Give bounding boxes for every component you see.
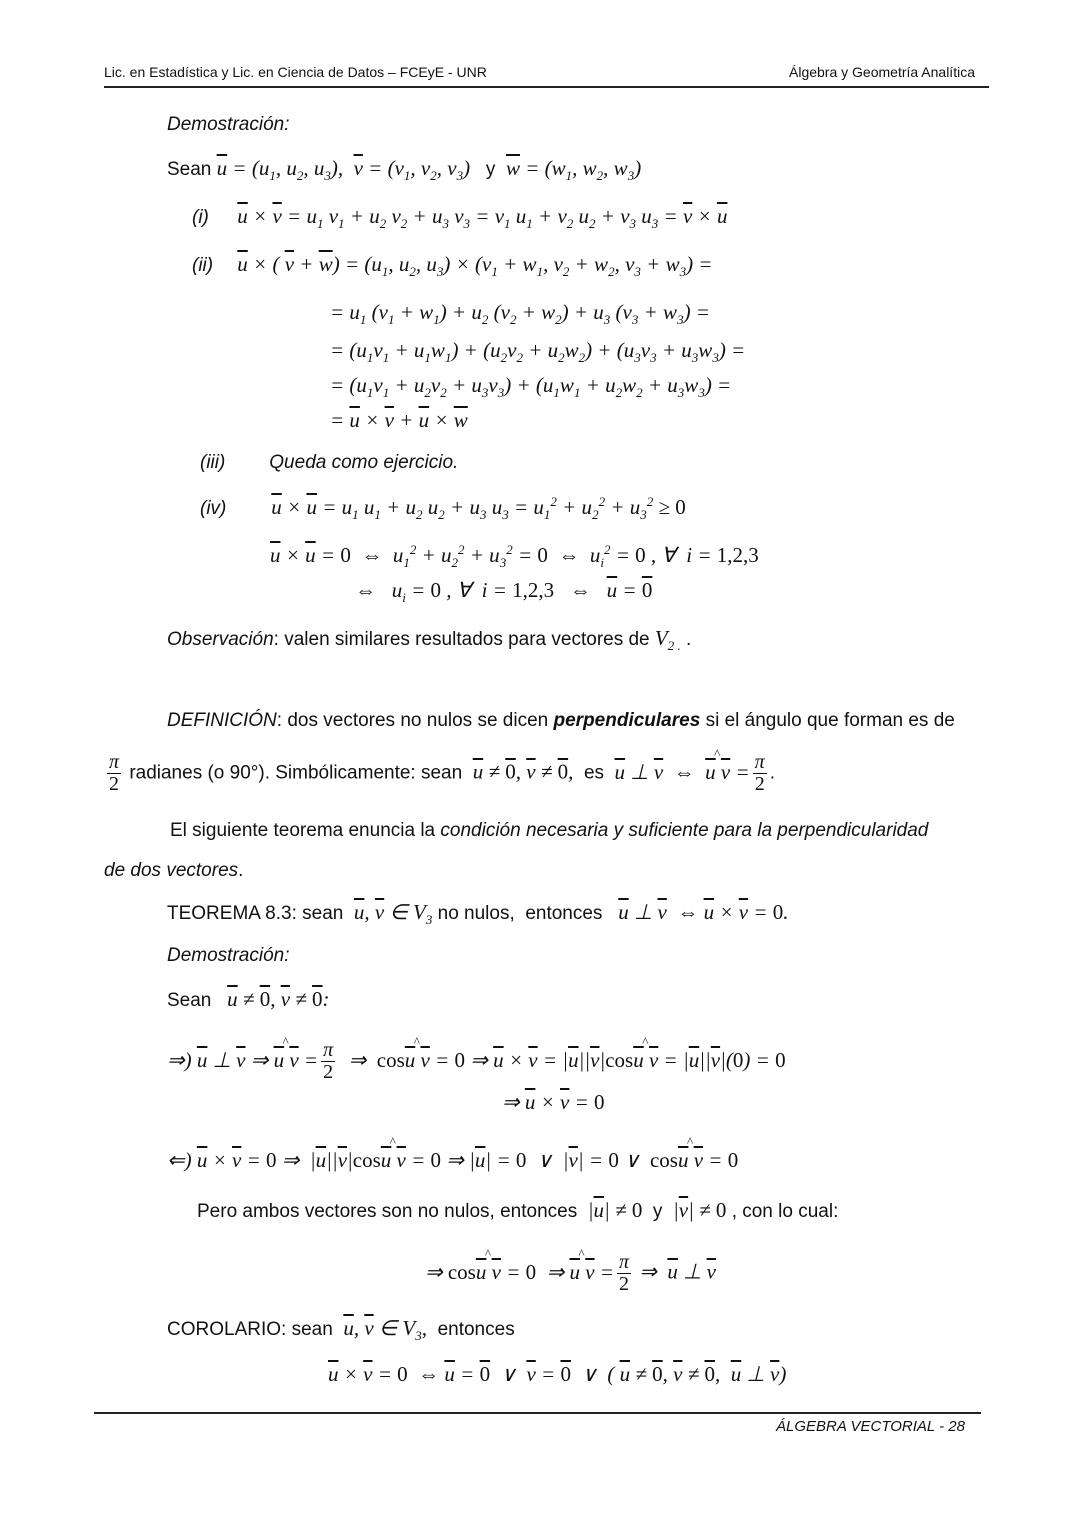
corolario-formula: $\overline{u} \times \overline{v} = 0$ ⇔ $\overline{u} = 0$ ∨ $\overline{v} = 0$ ∨ ( $\overline{u} \ne 0$, $\overline{v} \ne 0$, $\overline{u}$ ⊥ $\overline{v}$) [328, 1362, 787, 1386]
property-iv-step1: $\overline{u} \times \overline{u} = 0$ ⇔ $u_1^2 + u_2^2 + u_3^2 = 0$ ⇔ $u_i^2 = 0$ , ∀ i = 1,2,3 [270, 542, 759, 571]
property-iii: (iii) Queda como ejercicio. [200, 452, 459, 473]
property-ii: (ii) $\overline{u}$ × ( $\overline{v} + \overline{w}) = (u_1$, $u_2$, $u_3) \times (v_1 + w_1$, $v_2 + w_2$, $v_3 + w_3$) = [192, 252, 713, 280]
corolario: COROLARIO: sean $\overline{u}$, $\overline{v}$ ∈ $V_3$, entonces [167, 1316, 515, 1344]
header-subject: Álgebra y Geometría Analítica [789, 64, 975, 80]
property-ii-step2: = $(u_1v_1 + u_1w_1) + (u_2v_2 + u_2w_2) + (u_3v_3 + u_3w_3)$ = [330, 338, 746, 366]
proof2-sean: Sean $\overline{u} \ne 0$, $\overline{v} \ne 0$: [167, 987, 330, 1011]
page-footer [94, 1412, 981, 1435]
page-header [104, 64, 989, 88]
proof2-pero: Pero ambos vectores son no nulos, entonces $|\overline{u}| \ne 0$ y $|\overline{v}| \ne 0$ , con lo cual: [197, 1198, 839, 1222]
property-ii-step3: = $(u_1v_1 + u_2v_2 + u_3v_3) + (u_1w_1 + u_2w_2 + u_3w_3)$ = [330, 373, 732, 401]
definicion-line2: $\frac{\pi}{2}$ radianes (o 90°). Simbólicamente: sean $\overline{u} \ne 0$, $\overline{v} \ne 0$, es $\overline{u}$ ⊥ $\overline{v}$ ⇔ ^ $\overline{u}$ $\overline{v}$ = $\frac{\pi}{2}$ . [104, 752, 775, 795]
proof-title: Demostración: [167, 114, 290, 135]
proof2-backward: ⇐) $\overline{u} \times \overline{v} = 0$ ⇒ $|\overline{u}||\overline{v}|\cos\^{}$ $\overline{u}$ $\overline{v} = 0$ ⇒ $|\overline{u}| = 0$ ∨ $|\overline{v}| = 0$ ∨ cos^ $\overline{u}$ $\overline{v} = 0$ [167, 1148, 738, 1173]
property-ii-step1: = $u_1$ $(v_1 + w_1) + u_2$ $(v_2 + w_2) + u_3$ $(v_3 + w_3)$ = [330, 300, 710, 328]
proof2-forward-result: ⇒ $\overline{u} \times \overline{v} = 0$ [502, 1090, 605, 1114]
proof2-conclusion: ⇒ cos^ $\overline{u}$ $\overline{v} = 0$ ⇒ ^ $\overline{u}$ $\overline{v}$ = $\frac{\pi}{2}$ ⇒ $\overline{u}$ ⊥ $\overline{v}$ [425, 1252, 716, 1295]
property-i: (i) $\overline{u} \times \overline{v} = u_1$ $v_1 + u_2$ $v_2 + u_3$ $v_3 = v_1$ $u_1 + v_2$ $u_2 + v_3$ $u_3 = \overline{v} \times \overline{u}$ [192, 204, 728, 232]
teorema-statement: TEOREMA 8.3: sean $\overline{u}$, $\overline{v}$ ∈ $V_3$ no nulos, entonces $\overline{u}$ ⊥ $\overline{v}$ ⇔ $\overline{u} \times \overline{v} = 0$. [167, 900, 789, 928]
footer-section-page: ÁLGEBRA VECTORIAL - 28 [776, 1418, 965, 1435]
property-iv-step2: ⇔ $u_i = 0$ , ∀ i = 1,2,3 ⇔ $\overline{u} = 0$ [355, 578, 653, 606]
definicion-line1: DEFINICIÓN: dos vectores no nulos se dicen perpendiculares si el ángulo que forman es de [167, 710, 955, 731]
header-course: Lic. en Estadística y Lic. en Ciencia de Datos – FCEyE - UNR [104, 64, 487, 80]
observacion: Observación: valen similares resultados para vectores de $V_{2 .}$ . [167, 626, 692, 654]
vectors-definition: Sean $\overline{u} = (u_1$, $u_2$, $u_3$), $\overline{v} = (v_1$, $v_2$, $v_3$) y $\overline{w} = (w_1$, $w_2$, $w_3$) [167, 156, 642, 184]
property-ii-step4: = $\overline{u} \times \overline{v} + \overline{u} \times \overline{w}$ [330, 408, 468, 432]
proof2-title: Demostración: [167, 945, 290, 966]
proof2-forward: ⇒) $\overline{u}$ ⊥ $\overline{v}$ ⇒ ^ $\overline{u}$ $\overline{v}$ = $\frac{\pi}{2}$ ⇒ cos^ $\overline{u}$ $\overline{v} = 0$ ⇒ $\overline{u} \times \overline{v}$ = $|\overline{u}||\overline{v}|\cos\^{}$ $\overline{u}$ $\overline{v} = |\overline{u}||\overline{v}|(0) = 0$ [167, 1040, 786, 1083]
teorema-intro-line1: El siguiente teorema enuncia la condición necesaria y suficiente para la perpendicularidad [170, 820, 929, 841]
property-iv: (iv) $\overline{u} \times \overline{u} = u_1$ $u_1 + u_2$ $u_2 + u_3$ $u_3 = u_1^2 + u_2^2 + u_3^2 \ge 0$ [200, 494, 686, 523]
teorema-intro-line2: de dos vectores. [104, 860, 244, 881]
